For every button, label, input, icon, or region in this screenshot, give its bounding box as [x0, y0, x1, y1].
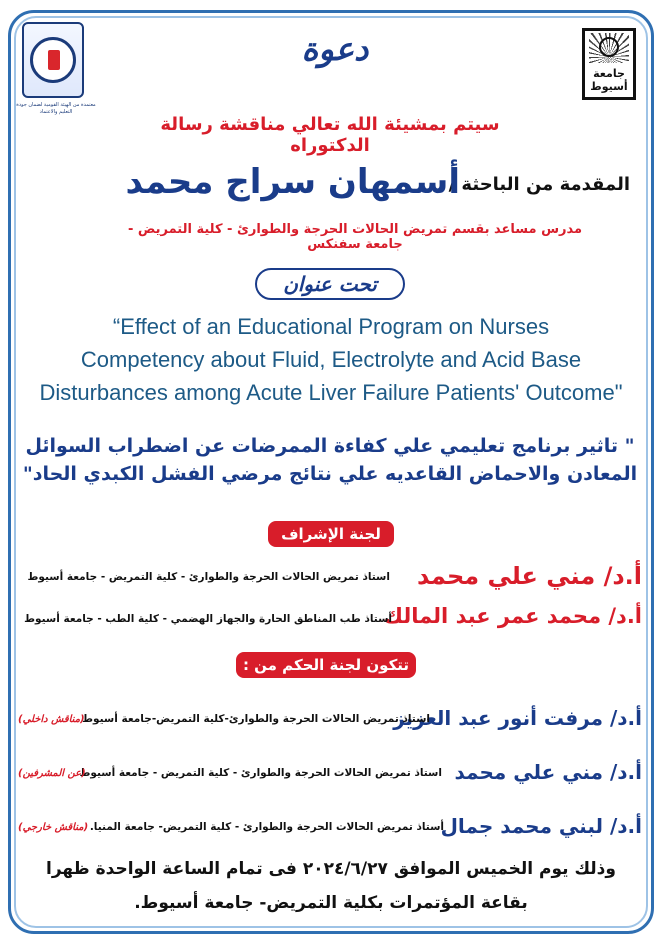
committee-member-role: (مناقش خارجي) — [18, 822, 89, 833]
supervision-heading: لجنة الإشراف — [268, 521, 394, 547]
supervisor-desc: استاذ تمريض الحالات الحرجة والطوارئ - كلية التمريض - جامعة أسيوط — [27, 571, 390, 583]
english-title-line-1: “Effect of an Educational Program on Nurses — [112, 314, 550, 339]
committee-member-desc: استاذ تمريض الحالات الحرجة والطوارئ-كلية التمريض-جامعة أسيوط — [82, 713, 430, 725]
under-title-badge: تحت عنوان — [255, 268, 405, 300]
arabic-title-line-1: " تاثير برنامج تعليمي علي كفاءة الممرضات عن اضطراب السوائل — [25, 435, 635, 457]
english-thesis-title — [20, 310, 642, 409]
date-time-line: وذلك يوم الخميس الموافق ٢٠٢٤/٦/٢٧ فى تمام الساعة الواحدة ظهرا — [46, 859, 616, 879]
supervisor-desc: أستاذ طب المناطق الحارة والجهاز الهضمي - كلية الطب - جامعة أسيوط — [24, 613, 392, 625]
presenter-name: أسمهان سراج محمد — [125, 162, 460, 202]
committee-member-role: (عن المشرفين) — [18, 768, 86, 779]
supervisor-name: أ.د/ محمد عمر عبد المالك — [383, 604, 642, 628]
university-logo — [582, 28, 636, 100]
university-logo-text: جامعة أسيوط — [590, 67, 628, 93]
arabic-title-line-2: المعادن والاحماض القاعديه علي نتائج مرضي الفشل الكبدي الحاد" — [22, 463, 638, 485]
intro-text: سيتم بمشيئة الله تعالي مناقشة رسالة الدكتوراه — [160, 114, 500, 156]
presenter-label: المقدمة من الباحثة / — [448, 174, 630, 195]
venue-line: بقاعة المؤتمرات بكلية التمريض- جامعة أسيوط. — [134, 893, 528, 913]
committee-member-name: أ.د/ مرفت أنور عبد العزيز — [393, 706, 642, 730]
supervisor-row — [14, 604, 648, 634]
committee-member-desc: استاذ تمريض الحالات الحرجة والطوارئ - كلية التمريض - جامعة أسيوط — [79, 767, 442, 779]
committee-member-row — [14, 760, 648, 790]
sun-icon — [599, 37, 619, 57]
english-title-line-2: Competency about Fluid, Electrolyte and Acid Base — [80, 347, 582, 372]
committee-member-role: (مناقش داخلي) — [18, 714, 85, 725]
committee-member-desc: أستاذ تمريض الحالات الحرجة والطوارئ - كلية التمريض- جامعة المنيا. — [89, 821, 444, 833]
presenter-position: مدرس مساعد بقسم تمريض الحالات الحرجة والطوارئ - كلية التمريض - جامعة سفنكس — [127, 222, 583, 252]
supervisor-row — [14, 562, 648, 592]
committee-heading: تتكون لجنة الحكم من : — [236, 652, 416, 678]
lamp-emblem-icon — [30, 37, 76, 83]
accreditation-caption: معتمدة من الهيئة القومية لضمان جودة التعليم والاعتماد — [16, 102, 96, 115]
committee-member-name: أ.د/ لبني محمد جمال — [440, 814, 642, 838]
arabic-thesis-title — [20, 432, 640, 488]
committee-member-name: أ.د/ مني علي محمد — [454, 760, 642, 784]
page-title: دعوة — [301, 30, 369, 68]
committee-member-row — [14, 706, 648, 736]
english-title-line-3: Disturbances among Acute Liver Failure Patients' Outcome" — [39, 380, 623, 405]
faculty-logo — [22, 22, 84, 98]
supervisor-name: أ.د/ مني علي محمد — [416, 562, 642, 590]
committee-member-row — [14, 814, 648, 844]
